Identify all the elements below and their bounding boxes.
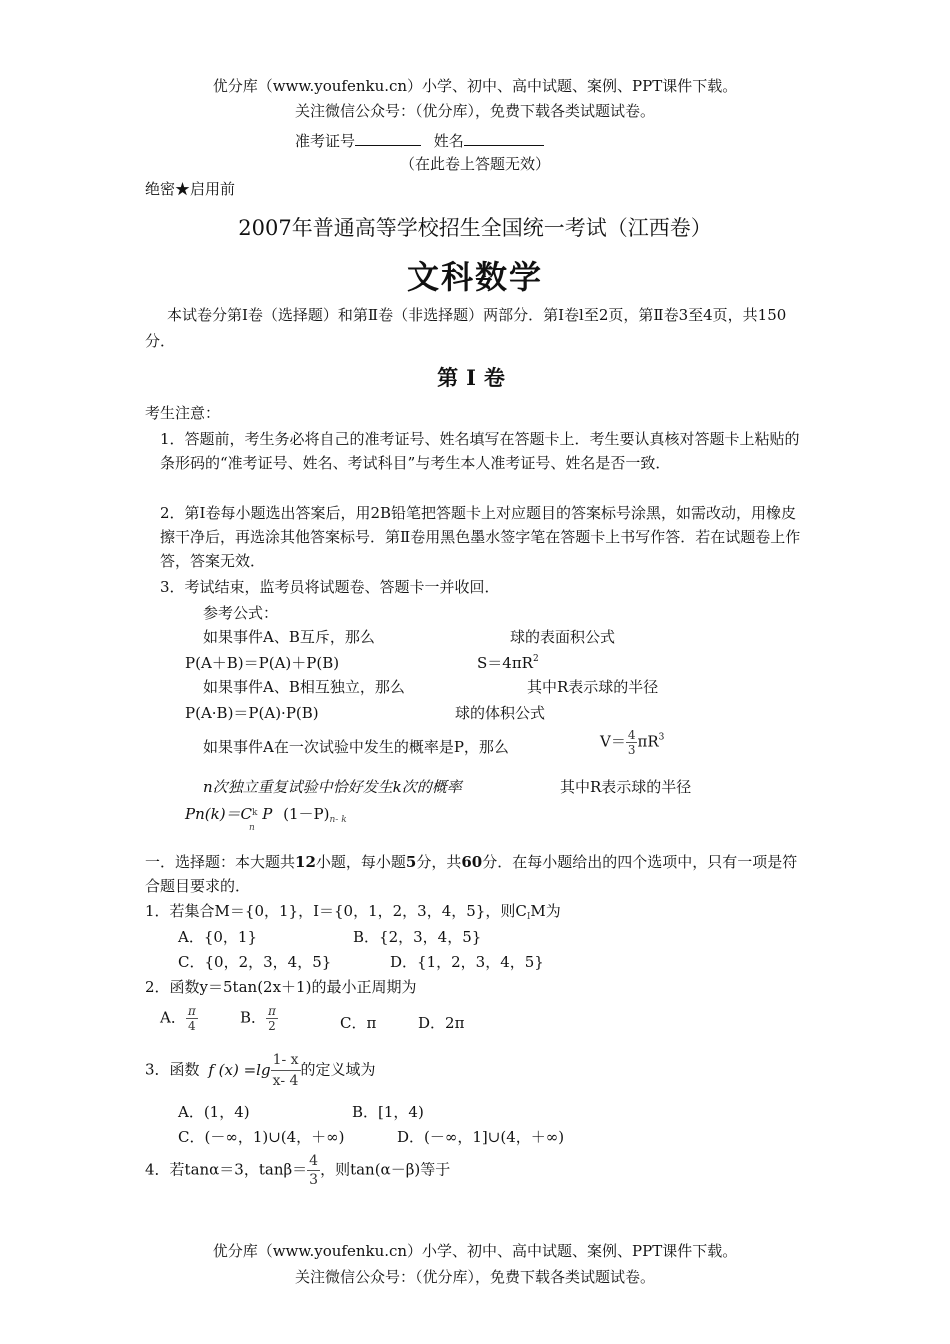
q1-option-a: A．{0，1} (178, 928, 258, 946)
formula-sphere-area-label: 球的表面积公式 (510, 628, 616, 646)
notice-number: 2． (160, 504, 185, 522)
q2-option-b (240, 1004, 278, 1033)
q3-option-b: B．[1，4) (352, 1103, 424, 1121)
question-3-stem (145, 1050, 376, 1091)
formula-mutex: 如果事件A、B互斥，那么 (203, 628, 375, 646)
invalid-note: （在此卷上答题无效） (400, 155, 551, 173)
q1-option-d: D．{1，2，3，4，5} (390, 953, 544, 971)
formula-sum: P(A＋B)＝P(A)＋P(B) (185, 654, 340, 672)
binomial-lhs: Pn(k)＝C (185, 805, 253, 823)
question-4-stem (145, 1152, 450, 1189)
q3-den: x- 4 (272, 1073, 299, 1089)
q1-stem-end: M为 (530, 902, 561, 920)
subject-title: 文科数学 (406, 258, 543, 296)
q4-stem-post: ，则tan(α－β)等于 (320, 1160, 451, 1179)
exam-id-blank (355, 131, 421, 146)
q2-b-den: 2 (268, 1019, 276, 1033)
formula-binomial (185, 803, 347, 825)
section-total: 60 (461, 853, 483, 871)
q3-stem-pre: 3．函数 (145, 1060, 200, 1079)
section-one-heading (145, 850, 810, 898)
formula-sphere-volume (600, 728, 664, 757)
q1-option-b: B．{2，3，4，5} (353, 928, 482, 946)
volume-lhs: V＝ (600, 732, 626, 751)
volume-frac-num: 4 (627, 728, 636, 742)
intro-paragraph: 本试卷分第Ⅰ卷（选择题）和第Ⅱ卷（非选择题）两部分．第Ⅰ卷l至2页，第Ⅱ卷3至4页，共150分． (145, 306, 787, 350)
notice-item (160, 501, 810, 573)
section-each: 5 (405, 853, 417, 871)
notice-item (160, 427, 810, 475)
question-1-stem (145, 900, 561, 922)
notice-number: 1． (160, 430, 185, 448)
q3-num: 1- x (271, 1050, 301, 1071)
notice-text: 答题前，考生务必将自己的准考证号、姓名填写在答题卡上．考生要认真核对答题卡上粘贴的条形码的“准考证号、姓名、考试科目”与考生本人准考证号、姓名是否一致． (160, 430, 800, 472)
binomial-p: P (262, 805, 273, 823)
header-line-2: 关注微信公众号：（优分库），免费下载各类试题试卷。 (294, 102, 655, 120)
formula-n-trials: n次独立重复试验中恰好发生k次的概率 (203, 778, 462, 796)
formula-sphere-area (477, 652, 539, 673)
formula-sphere-volume-label: 球的体积公式 (455, 704, 546, 722)
footer-line-2: 关注微信公众号：（优分库），免费下载各类试题试卷。 (294, 1268, 655, 1286)
q2-b-num: π (268, 1004, 276, 1018)
q1-stem-text: 1．若集合M＝{0，1}，I＝{0，1，2，3，4，5}，则C (145, 902, 527, 920)
formula-prob-p: 如果事件A在一次试验中发生的概率是P，那么 (203, 738, 509, 756)
sphere-area-text: S＝4πR (477, 654, 533, 672)
formula-label: 参考公式： (203, 604, 279, 622)
q2-b-label: B． (240, 1008, 267, 1027)
exam-title: 2007年普通高等学校招生全国统一考试（江西卷） (238, 216, 712, 240)
q2-option-d: D．2π (418, 1014, 465, 1032)
q3-option-c: C．(－∞，1)∪(4，＋∞) (178, 1128, 345, 1146)
binomial-mid: (1－P) (283, 805, 330, 823)
name-blank (464, 131, 544, 146)
name-label: 姓名 (433, 132, 464, 150)
section-mid1: 小题，每小题 (315, 853, 406, 871)
notice-text: 考试结束，监考员将试题卷、答题卡一并收回． (184, 578, 500, 596)
q2-option-a (160, 1004, 198, 1033)
section-mid2: 分，共 (416, 853, 462, 871)
header-line-1: 优分库（www.youfenku.cn）小学、初中、高中试题、案例、PPT课件下载。 (212, 77, 738, 95)
q3-stem-post: 的定义域为 (300, 1060, 376, 1079)
binomial-exponent: n- k (329, 815, 347, 825)
volume-frac-den: 3 (627, 743, 636, 757)
section-prefix: 一．选择题：本大题共 (145, 853, 296, 871)
q2-option-c: C．π (340, 1014, 377, 1032)
q3-option-d: D．(－∞，1]∪(4，＋∞) (397, 1128, 565, 1146)
part-title: 第Ⅰ卷 (437, 365, 513, 390)
q3-option-a: A．(1，4) (178, 1103, 250, 1121)
q2-a-label: A． (160, 1008, 186, 1027)
section-count: 12 (295, 853, 316, 871)
q1-stem-sub: I (526, 912, 531, 922)
volume-rhs: πR (637, 732, 659, 751)
q1-option-c: C．{0，2，3，4，5} (178, 953, 332, 971)
notice-item (160, 576, 500, 597)
q4-stem-pre: 4．若tanα＝3，tanβ＝ (145, 1160, 308, 1179)
exam-id-field (295, 130, 544, 151)
notice-text: 第Ⅰ卷每小题选出答案后，用2B铅笔把答题卡上对应题目的答案标号涂黑，如需改动，用橡皮擦干净后，再选涂其他答案标号．第Ⅱ卷用黑色墨水签字笔在答题卡上书写作答．若在试题卷上作答，答案无效． (160, 504, 801, 570)
notice-number: 3． (160, 578, 185, 596)
volume-exponent: 3 (658, 732, 665, 743)
secret-mark: 绝密★启用前 (145, 180, 236, 198)
binomial-k: k (252, 808, 258, 818)
q3-function: f (x) =lg (208, 1060, 271, 1079)
formula-product: P(A·B)＝P(A)·P(B) (185, 704, 319, 722)
binomial-n: n (249, 823, 255, 833)
q2-a-den: 4 (187, 1019, 196, 1033)
question-2-stem: 2．函数y＝5tan(2x＋1)的最小正周期为 (145, 978, 417, 996)
formula-radius-note-1: 其中R表示球的半径 (527, 678, 659, 696)
notice-label: 考生注意： (145, 404, 221, 422)
q4-den: 3 (309, 1172, 319, 1188)
footer-line-1: 优分库（www.youfenku.cn）小学、初中、高中试题、案例、PPT课件下载。 (212, 1242, 738, 1260)
formula-independent: 如果事件A、B相互独立，那么 (203, 678, 405, 696)
formula-radius-note-2: 其中R表示球的半径 (560, 778, 692, 796)
exam-id-label: 准考证号 (295, 132, 356, 150)
q4-num: 4 (309, 1153, 319, 1169)
sphere-area-exponent: 2 (532, 654, 539, 664)
section-rest: 分．在每小题给出的四个选项中，只有一项是符合题目要求的． (145, 853, 798, 895)
q2-a-num: π (187, 1004, 196, 1018)
